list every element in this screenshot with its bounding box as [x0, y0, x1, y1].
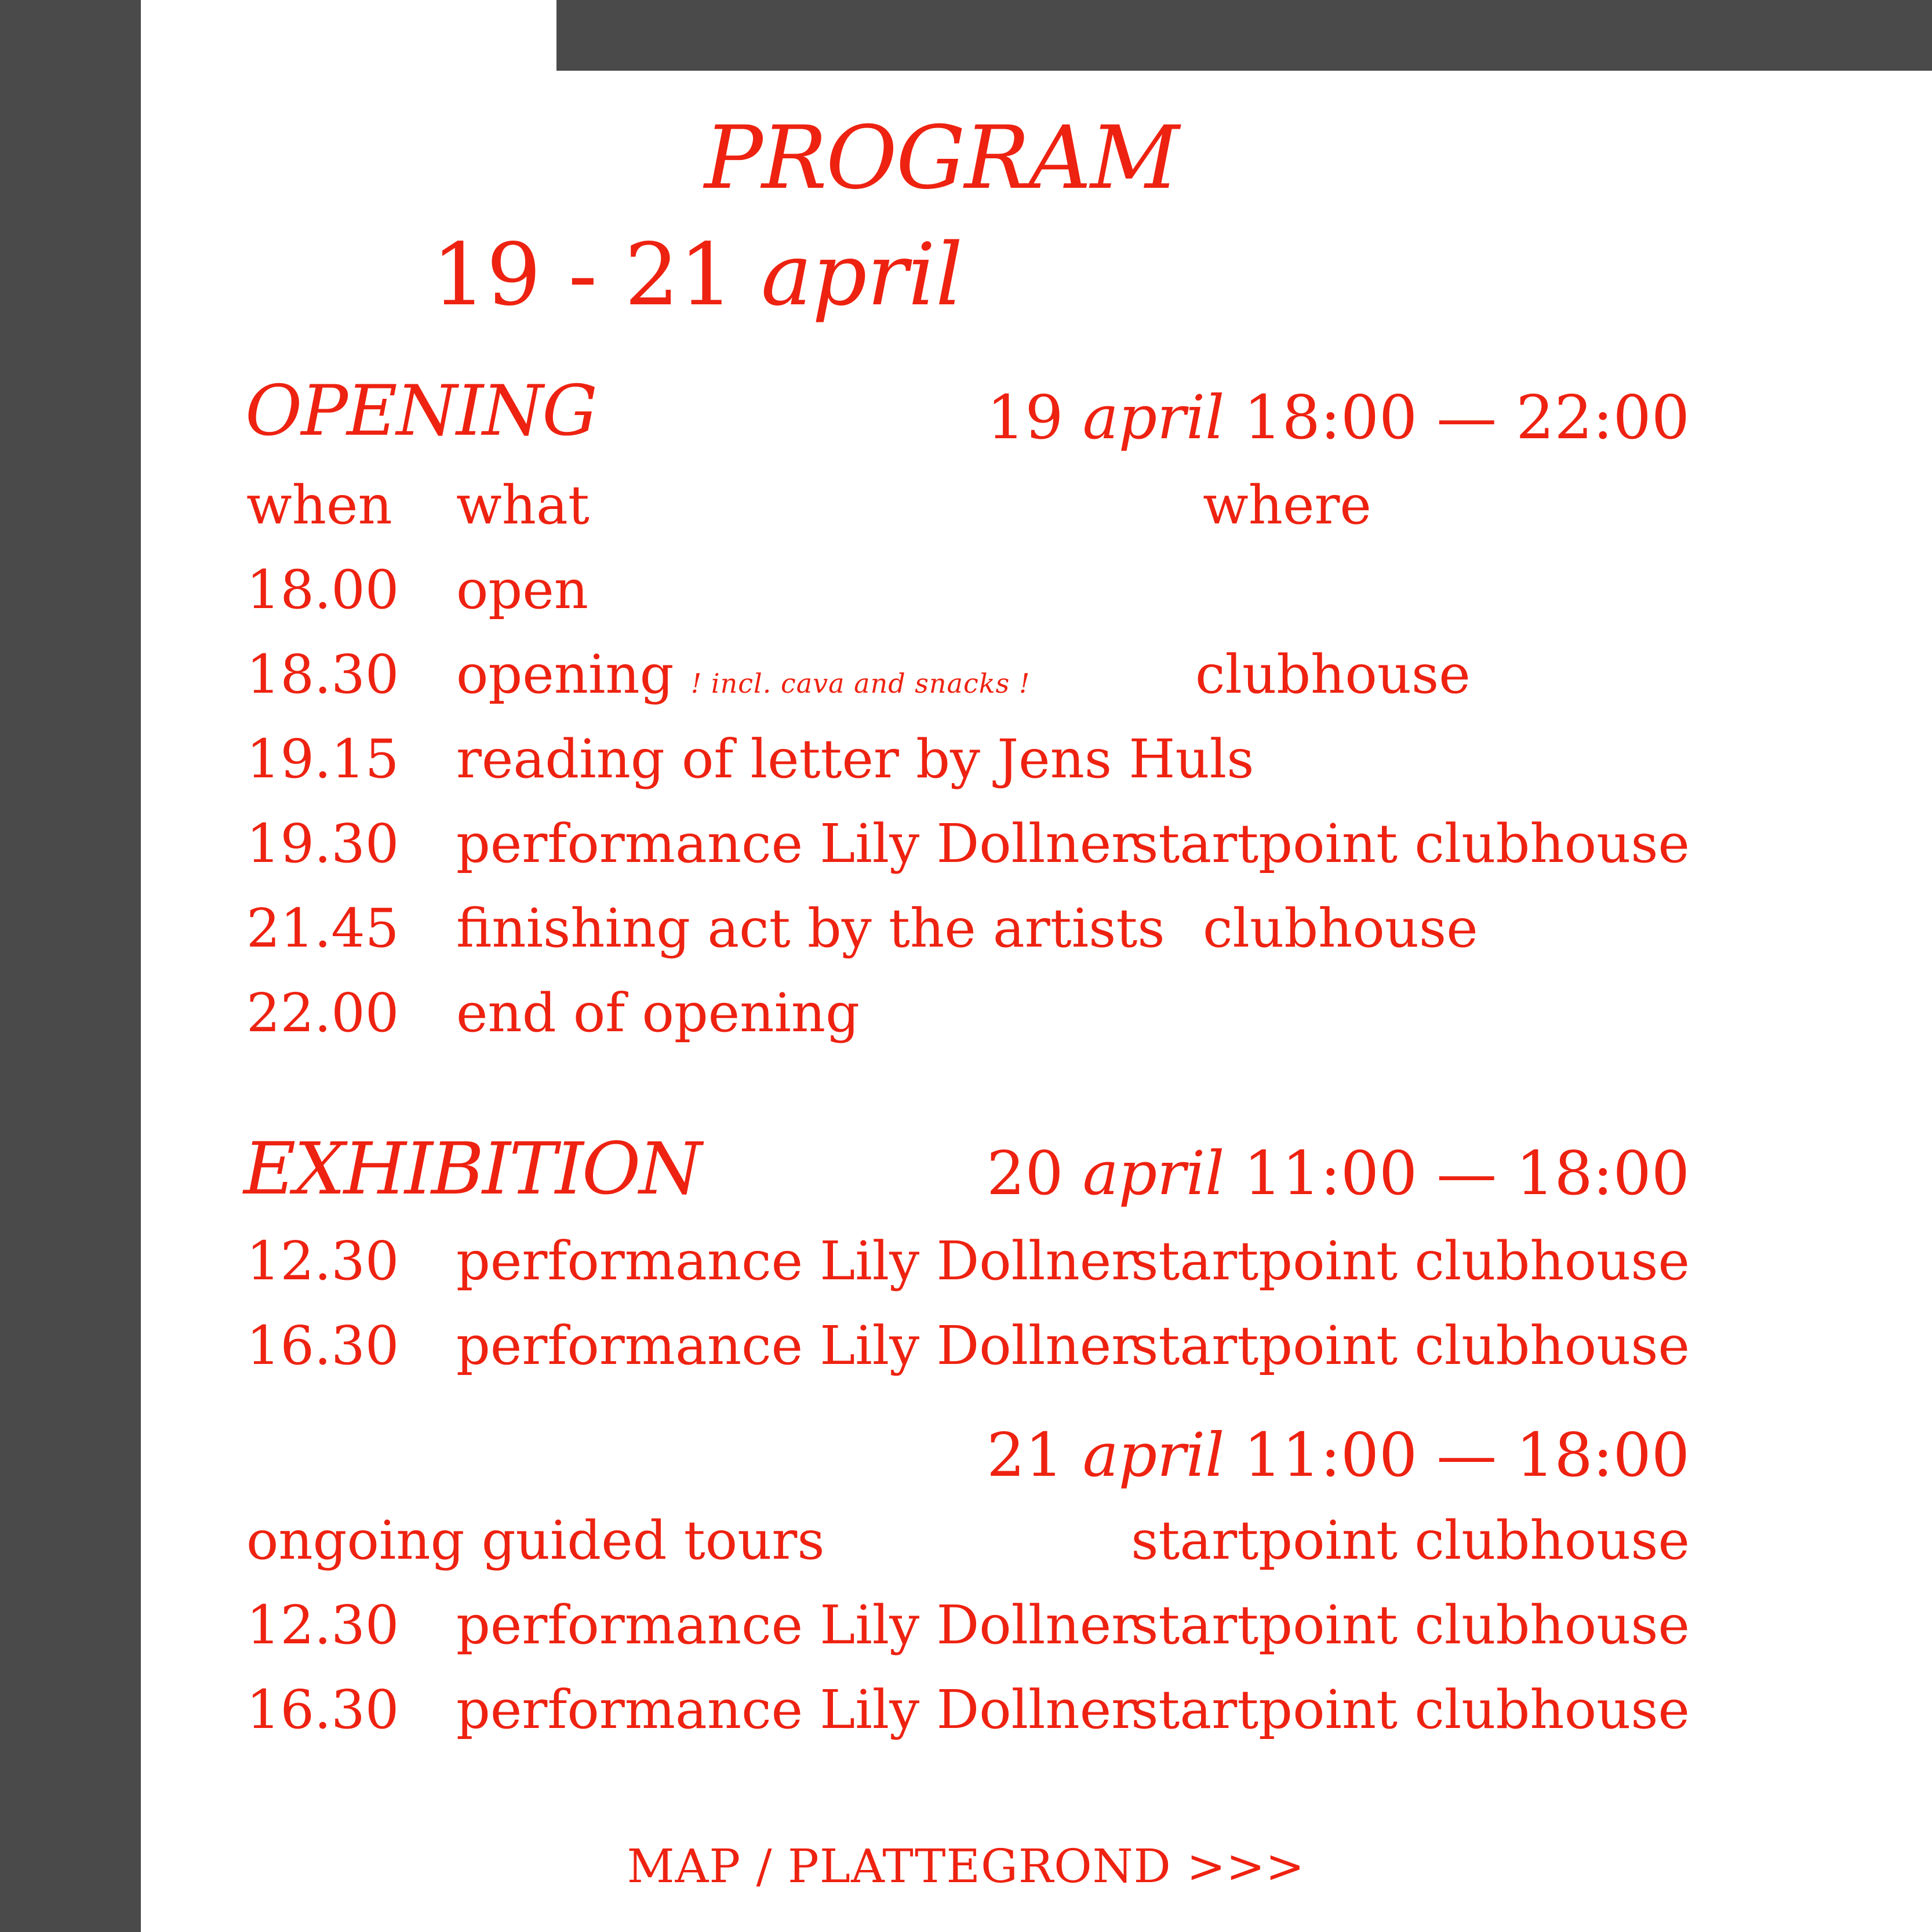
- date-range: [432, 225, 963, 325]
- column-header-where: where: [1203, 474, 1371, 536]
- exhibition-day1-date: [987, 1138, 1690, 1209]
- map-link[interactable]: MAP / PLATTEGROND >>>: [627, 1839, 1305, 1893]
- date-range-numbers: 19 - 21: [432, 225, 734, 325]
- row-note: ! incl. cava and snacks !: [690, 668, 1031, 699]
- opening-date-day: 19: [987, 382, 1064, 453]
- page-title: PROGRAM: [704, 108, 1178, 209]
- row-location: startpoint clubhouse: [1131, 1315, 1690, 1377]
- table-row: [0, 1315, 1932, 1383]
- table-row: [0, 1509, 1932, 1578]
- row-activity: performance Lily Dollner: [456, 1679, 1137, 1741]
- row-activity: open: [456, 559, 588, 621]
- exhibition-day1-time: 11:00 — 18:00: [1243, 1138, 1690, 1209]
- row-location: clubhouse: [1195, 643, 1471, 705]
- row-location: startpoint clubhouse: [1131, 1594, 1690, 1656]
- opening-heading: OPENING: [245, 371, 596, 452]
- row-activity: performance Lily Dollner: [456, 1230, 1137, 1292]
- row-activity-text: opening: [456, 643, 674, 705]
- table-row: [0, 1230, 1932, 1298]
- row-location: startpoint clubhouse: [1131, 1509, 1690, 1571]
- exhibition-day2-month: april: [1082, 1420, 1225, 1490]
- row-time: 19.30: [246, 813, 399, 875]
- row-time: 18.30: [246, 643, 399, 705]
- row-location: clubhouse: [1203, 897, 1478, 959]
- row-activity: end of opening: [456, 982, 860, 1044]
- row-time: 12.30: [246, 1594, 399, 1656]
- table-row: [0, 897, 1932, 966]
- row-time: 18.00: [246, 559, 399, 621]
- row-time: 12.30: [246, 1230, 399, 1292]
- table-row: [0, 643, 1932, 712]
- row-activity: finishing act by the artists: [456, 897, 1165, 959]
- column-header-when: when: [246, 474, 392, 536]
- opening-date: [987, 382, 1690, 453]
- row-time: 16.30: [246, 1679, 399, 1741]
- row-location: startpoint clubhouse: [1131, 1679, 1690, 1741]
- row-time: 19.15: [246, 728, 399, 790]
- table-header: [0, 474, 1932, 543]
- row-location: startpoint clubhouse: [1131, 813, 1690, 875]
- exhibition-day2-date: [987, 1420, 1690, 1490]
- row-time: 16.30: [246, 1315, 399, 1377]
- table-row: [0, 813, 1932, 881]
- exhibition-heading: EXHIBITION: [243, 1127, 700, 1211]
- exhibition-day2-time: 11:00 — 18:00: [1243, 1420, 1690, 1490]
- top-dark-bar: [556, 0, 1932, 71]
- row-activity: performance Lily Dollner: [456, 1315, 1137, 1377]
- date-range-month: april: [761, 225, 963, 325]
- table-row: [0, 982, 1932, 1050]
- table-row: [0, 1679, 1932, 1747]
- row-location: startpoint clubhouse: [1131, 1230, 1690, 1292]
- table-row: [0, 728, 1932, 796]
- row-time: 21.45: [246, 897, 399, 959]
- row-activity: performance Lily Dollner: [456, 813, 1137, 875]
- column-header-what: what: [456, 474, 590, 536]
- row-tours-label: ongoing guided tours: [246, 1509, 825, 1571]
- opening-date-month: april: [1082, 382, 1225, 453]
- table-row: [0, 1594, 1932, 1662]
- row-activity: performance Lily Dollner: [456, 1594, 1137, 1656]
- exhibition-day1-month: april: [1082, 1138, 1225, 1209]
- opening-time: 18:00 — 22:00: [1243, 382, 1690, 453]
- row-time: 22.00: [246, 982, 399, 1044]
- table-row: [0, 559, 1932, 627]
- row-activity: reading of letter by Jens Huls: [456, 728, 1254, 790]
- exhibition-day1-day: 20: [987, 1138, 1064, 1209]
- exhibition-day2-day: 21: [987, 1420, 1064, 1490]
- row-activity: [456, 643, 1031, 705]
